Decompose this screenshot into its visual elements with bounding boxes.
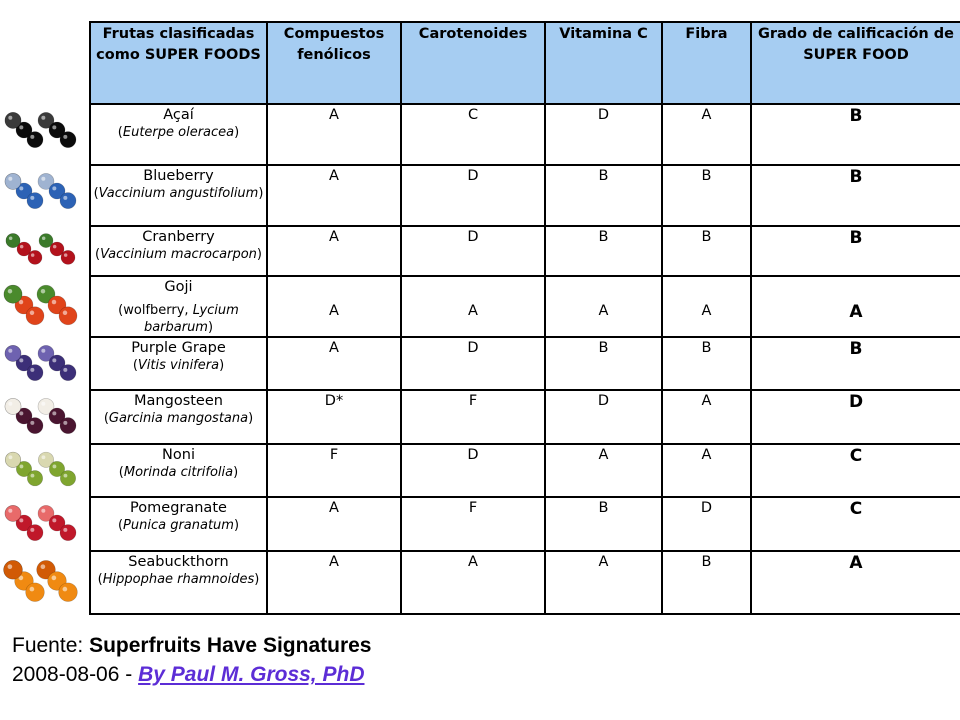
source-line bbox=[12, 631, 371, 660]
carotenoids-cell: A bbox=[401, 276, 545, 337]
table-row bbox=[90, 165, 960, 226]
grade-cell: B bbox=[751, 104, 960, 165]
scientific-name-line: (Vaccinium angustifolium) bbox=[93, 186, 264, 201]
scientific-name: Vaccinium macrocarpon bbox=[100, 247, 257, 262]
scientific-name: Hippophae rhamnoides bbox=[102, 572, 255, 587]
carotenoids-cell: D bbox=[401, 444, 545, 497]
phenolics-cell: A bbox=[267, 165, 401, 226]
phenolics-cell: A bbox=[267, 104, 401, 165]
source-title: Superfruits Have Signatures bbox=[89, 634, 372, 657]
table-row bbox=[90, 276, 960, 337]
fiber-cell: A bbox=[662, 390, 751, 444]
acai-berries-icon bbox=[3, 106, 85, 154]
fruit-name: Blueberry bbox=[143, 168, 214, 184]
scientific-name: Garcinia mangostana bbox=[108, 411, 249, 426]
fruit-name-cell bbox=[90, 444, 267, 497]
fruit-name: Noni bbox=[162, 447, 195, 463]
fruit-name-cell bbox=[90, 497, 267, 551]
scientific-name: Morinda citrifolia bbox=[123, 465, 234, 480]
vitamin-c-cell: A bbox=[545, 444, 662, 497]
vitamin-c-cell: A bbox=[545, 276, 662, 337]
common-alias: (wolfberry, bbox=[118, 303, 193, 318]
phenolics-cell: F bbox=[267, 444, 401, 497]
mangosteen-icon bbox=[3, 392, 85, 440]
blueberries-icon bbox=[3, 167, 85, 215]
superfood-table-container bbox=[89, 21, 960, 615]
carotenoids-cell: D bbox=[401, 337, 545, 390]
fiber-cell: B bbox=[662, 165, 751, 226]
table-row bbox=[90, 226, 960, 276]
fruit-name: Cranberry bbox=[142, 229, 215, 245]
scientific-name-line: (Euterpe oleracea) bbox=[117, 125, 240, 140]
grade-cell: B bbox=[751, 226, 960, 276]
table-row bbox=[90, 551, 960, 614]
grade-cell: A bbox=[751, 551, 960, 614]
fruit-name-cell bbox=[90, 390, 267, 444]
date-line bbox=[12, 660, 371, 689]
scientific-name: Lycium barbarum bbox=[143, 303, 239, 335]
scientific-name: Vaccinium angustifolium bbox=[98, 186, 259, 201]
grade-cell: B bbox=[751, 337, 960, 390]
header-grade: Grado de calificación de SUPER FOOD bbox=[751, 22, 960, 104]
fruit-name: Seabuckthorn bbox=[128, 554, 229, 570]
scientific-name-line: (Hippophae rhamnoides) bbox=[97, 572, 260, 587]
author-link[interactable]: By Paul M. Gross, PhD bbox=[138, 663, 365, 686]
table-row bbox=[90, 444, 960, 497]
fruit-name-cell bbox=[90, 226, 267, 276]
scientific-name-line: (Garcinia mangostana) bbox=[103, 411, 254, 426]
carotenoids-cell: D bbox=[401, 165, 545, 226]
cranberries-icon bbox=[3, 228, 85, 270]
superfood-table bbox=[89, 21, 960, 615]
purple-grapes-icon bbox=[3, 339, 85, 387]
phenolics-cell: A bbox=[267, 226, 401, 276]
vitamin-c-cell: B bbox=[545, 337, 662, 390]
fiber-cell: A bbox=[662, 104, 751, 165]
vitamin-c-cell: D bbox=[545, 104, 662, 165]
fruit-name: Açaí bbox=[163, 107, 194, 123]
phenolics-cell: A bbox=[267, 497, 401, 551]
phenolics-cell: A bbox=[267, 276, 401, 337]
scientific-name-line: (Vaccinium macrocarpon) bbox=[95, 247, 262, 262]
scientific-name-line: (wolfberry, Lycium barbarum) bbox=[118, 303, 239, 335]
scientific-name: Punica granatum bbox=[123, 518, 234, 533]
fruit-name-cell bbox=[90, 276, 267, 337]
scientific-name-line: (Punica granatum) bbox=[117, 518, 240, 533]
header-row bbox=[90, 22, 960, 104]
seabuckthorn-berries-icon bbox=[3, 553, 85, 609]
scientific-name-line: (Morinda citrifolia) bbox=[118, 465, 239, 480]
fruit-name: Mangosteen bbox=[134, 393, 223, 409]
fruit-name: Pomegranate bbox=[130, 500, 227, 516]
fiber-cell: A bbox=[662, 444, 751, 497]
header-vitamin-c: Vitamina C bbox=[545, 22, 662, 104]
table-row bbox=[90, 337, 960, 390]
vitamin-c-cell: A bbox=[545, 551, 662, 614]
carotenoids-cell: D bbox=[401, 226, 545, 276]
grade-cell: B bbox=[751, 165, 960, 226]
source-date: 2008-08-06 - bbox=[12, 663, 139, 686]
phenolics-cell: A bbox=[267, 337, 401, 390]
vitamin-c-cell: B bbox=[545, 226, 662, 276]
header-fruits: Frutas clasificadas como SUPER FOODS bbox=[90, 22, 267, 104]
fruit-name-cell bbox=[90, 165, 267, 226]
source-citation bbox=[12, 631, 371, 689]
carotenoids-cell: F bbox=[401, 497, 545, 551]
table-row bbox=[90, 390, 960, 444]
fruit-name-cell bbox=[90, 337, 267, 390]
fiber-cell: D bbox=[662, 497, 751, 551]
fruit-name: Purple Grape bbox=[131, 340, 226, 356]
vitamin-c-cell: D bbox=[545, 390, 662, 444]
table-row bbox=[90, 497, 960, 551]
goji-berries-icon bbox=[3, 278, 85, 332]
phenolics-cell: A bbox=[267, 551, 401, 614]
vitamin-c-cell: B bbox=[545, 497, 662, 551]
header-fiber: Fibra bbox=[662, 22, 751, 104]
fiber-cell: A bbox=[662, 276, 751, 337]
scientific-name: Euterpe oleracea bbox=[122, 125, 235, 140]
carotenoids-cell: A bbox=[401, 551, 545, 614]
grade-cell: D bbox=[751, 390, 960, 444]
table-row bbox=[90, 104, 960, 165]
fiber-cell: B bbox=[662, 226, 751, 276]
fruit-name: Goji bbox=[164, 279, 193, 295]
fiber-cell: B bbox=[662, 337, 751, 390]
grade-cell: C bbox=[751, 444, 960, 497]
source-label: Fuente: bbox=[12, 634, 90, 657]
fiber-cell: B bbox=[662, 551, 751, 614]
fruit-name-cell bbox=[90, 551, 267, 614]
phenolics-cell: D* bbox=[267, 390, 401, 444]
scientific-name-line: (Vitis vinifera) bbox=[132, 358, 225, 373]
carotenoids-cell: F bbox=[401, 390, 545, 444]
scientific-name: Vitis vinifera bbox=[137, 358, 220, 373]
grade-cell: C bbox=[751, 497, 960, 551]
fruit-name-cell bbox=[90, 104, 267, 165]
pomegranate-icon bbox=[3, 499, 85, 547]
vitamin-c-cell: B bbox=[545, 165, 662, 226]
carotenoids-cell: C bbox=[401, 104, 545, 165]
grade-cell: A bbox=[751, 276, 960, 337]
fruit-thumbnails bbox=[0, 0, 89, 720]
header-carotenoids: Carotenoides bbox=[401, 22, 545, 104]
header-phenolics: Compuestos fenólicos bbox=[267, 22, 401, 104]
noni-fruit-icon bbox=[3, 446, 85, 492]
